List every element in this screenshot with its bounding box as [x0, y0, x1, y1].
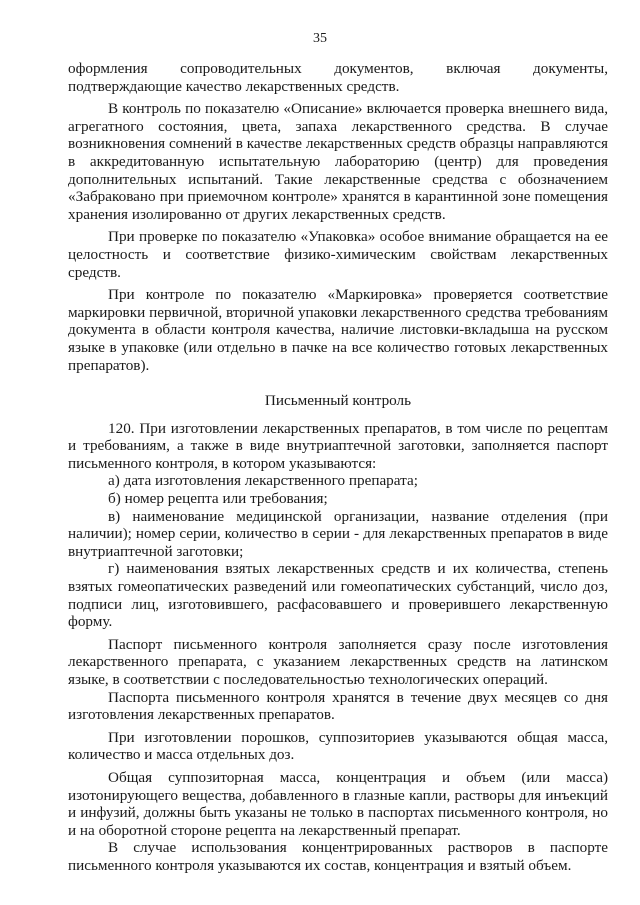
paragraph: Паспорт письменного контроля заполняется сразу после изготовления лекарственного препарата, с указанием лекарственных средств на латинском языке, в соответствии с последовательностью технологических операций. [68, 635, 608, 688]
paragraph: Общая суппозиторная масса, концентрация и объем (или масса) изотонирующего вещества, добавленного в глазные капли, растворы для инъекций и инфузий, должны быть указаны не только в паспортах письменного контроля, но и на оборотной стороне рецепта на лекарственный препарат. [68, 768, 608, 839]
list-item: б) номер рецепта или требования; [108, 490, 328, 508]
paragraph: 120. При изготовлении лекарственных препаратов, в том числе по рецептам и требованиям, а также в виде внутриаптечной заготовки, заполняется паспорт письменного контроля, в котором указываются: [68, 419, 608, 472]
page-number: 35 [313, 31, 327, 46]
paragraph: При изготовлении порошков, суппозиториев указываются общая масса, количество и масса отдельных доз. [68, 728, 608, 764]
list-item: г) наименования взятых лекарственных средств и их количества, степень взятых гомеопатических разведений или гомеопатических субстанций, число доз, подписи лиц, изготовившего, расфасовавшего и проверившего лекарственную форму. [68, 560, 608, 631]
paragraph: В контроль по показателю «Описание» включается проверка внешнего вида, агрегатного состояния, цвета, запаха лекарственного средства. В случае возникновения сомнений в качестве лекарственных средств образцы направляются в аккредитованную испытательную лабораторию (центр) для проведения дополнительных испытаний. Такие лекарственные средства с обозначением «Забраковано при приемочном контроле» хранятся в карантинной зоне помещения хранения изолированно от других лекарственных средств. [68, 100, 608, 223]
paragraph: При проверке по показателю «Упаковка» особое внимание обращается на ее целостность и соответствие физико-химическим свойствам лекарственных средств. [68, 228, 608, 281]
paragraph: Паспорта письменного контроля хранятся в течение двух месяцев со дня изготовления лекарственных препаратов. [68, 688, 608, 724]
paragraph: оформления сопроводительных документов, включая документы, подтверждающие качество лекарственных средств. [68, 60, 608, 95]
document-body [68, 60, 608, 875]
paragraph: При контроле по показателю «Маркировка» проверяется соответствие маркировки первичной, вторичной упаковки лекарственного средства требованиям документа в области контроля качества, наличие листовки-вкладыша на русском языке в упаковке (или отдельно в пачке на все количество готовых лекарственных препаратов). [68, 286, 608, 374]
section-heading: Письменный контроль [264, 392, 412, 410]
paragraph: В случае использования концентрированных растворов в паспорте письменного контроля указываются их состав, концентрация и взятый объем. [68, 839, 608, 874]
list-item: в) наименование медицинской организации, название отделения (при наличии); номер серии, количество в серии - для лекарственных препаратов в виде внутриаптечной заготовки; [68, 507, 608, 560]
list-item: а) дата изготовления лекарственного препарата; [108, 472, 418, 490]
